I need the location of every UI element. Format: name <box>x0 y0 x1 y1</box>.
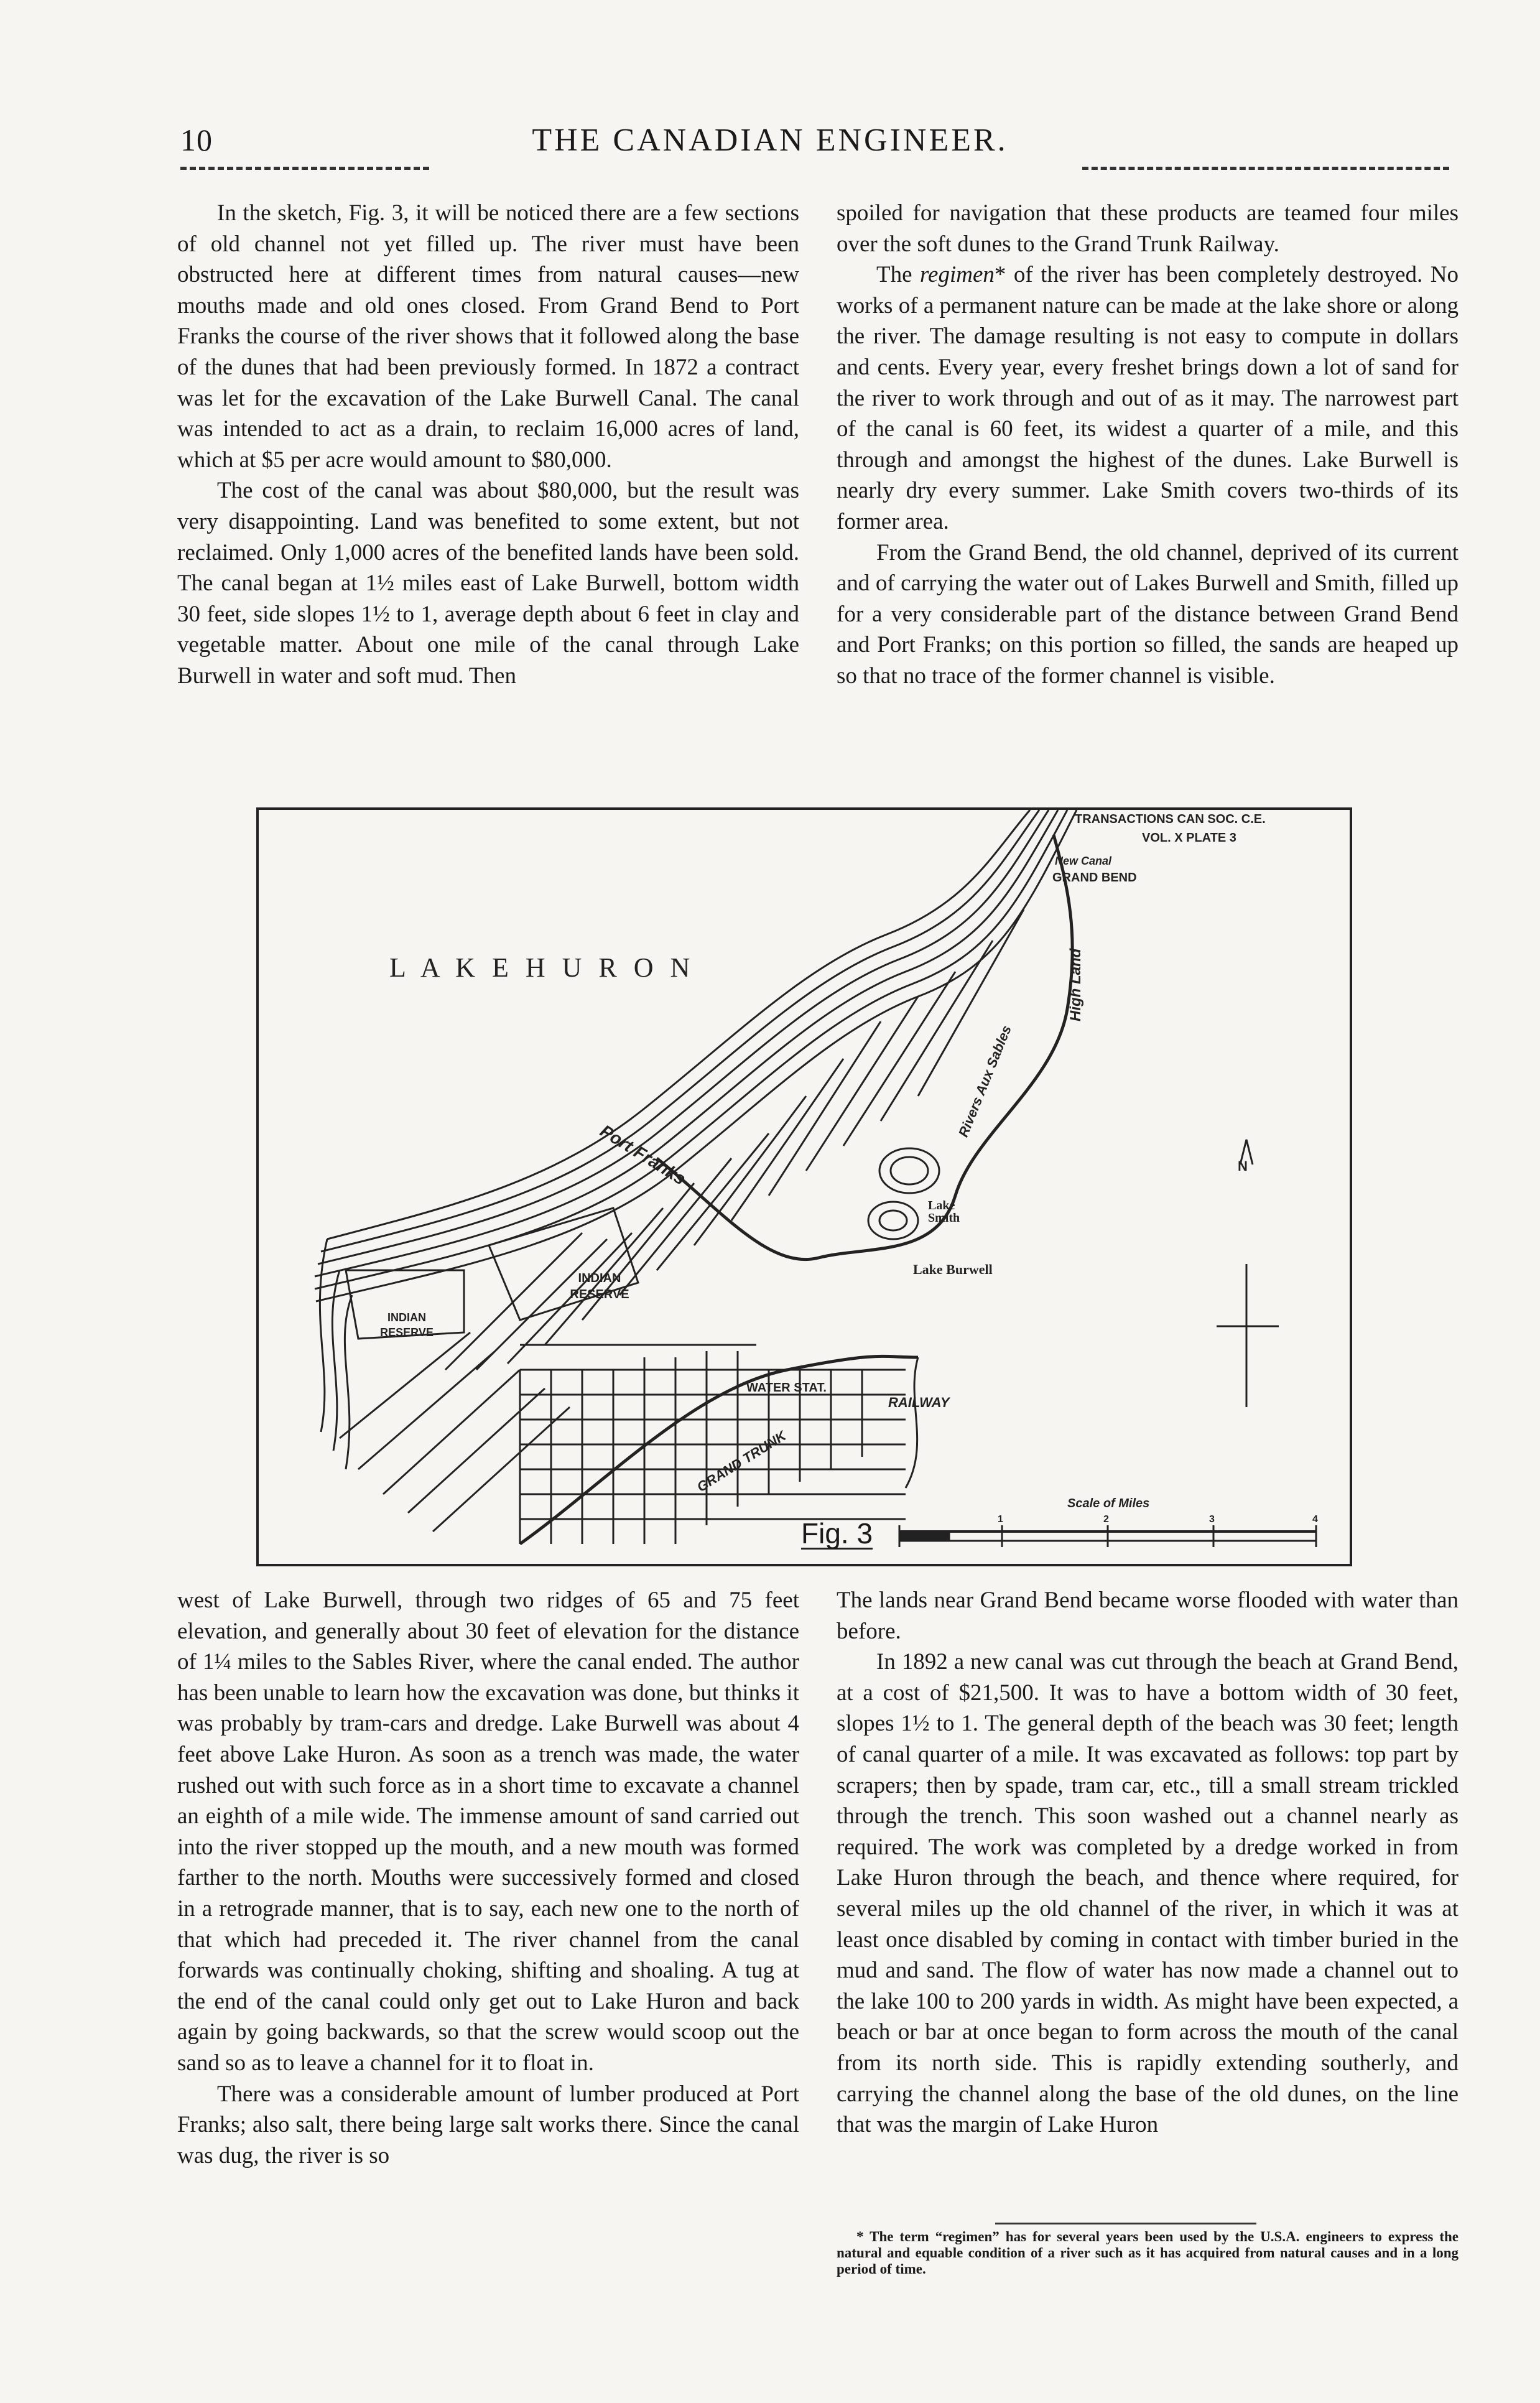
paragraph: In the sketch, Fig. 3, it will be noticed there are a few sections of old channel not yet filled up. The river must have been obstructed here at different times from natural causes—new mouths made and old ones closed. From Grand Bend to Port Franks the course of the river shows that it followed along the base of the dunes that had been previously formed. In 1872 a contract was let for the excavation of the Lake Burwell Canal. The canal was intended to act as a drain, to reclaim 16,000 acres of land, which at $5 per acre would amount to $80,000. <box>177 200 799 473</box>
footnote <box>837 2229 1459 2277</box>
lake-huron-label: L A K E H U R O N <box>389 952 695 983</box>
grand-bend-label: GRAND BEND <box>1052 871 1137 885</box>
header-rule-right <box>1082 167 1449 170</box>
column-bottom-left <box>177 1585 799 2171</box>
north-arrow-label: N <box>1238 1158 1248 1174</box>
footnote-text: * The term “regimen” has for several years been used by the U.S.A. engineers to express the natural and equable condition of a river such as it has acquired from natural causes and in a long period of time. <box>837 2229 1459 2277</box>
scale-tick-1: 1 <box>998 1514 1003 1525</box>
grand-trunk-label: GRAND TRUNK <box>694 1428 789 1495</box>
rivers-aux-sables-label: Rivers Aux Sables <box>955 1023 1014 1140</box>
page-number: 10 <box>180 123 213 157</box>
paragraph: From the Grand Bend, the old channel, deprived of its current and of carrying the water out of Lakes Burwell and Smith, filled up for a very considerable part of the distance between Grand Bend and Port Franks; on this portion so filled, the sands are heaped up so that no trace of the former channel is visible. <box>837 539 1459 689</box>
paragraph: There was a considerable amount of lumber produced at Port Franks; also salt, there being large salt works there. Since the canal was dug, the river is so <box>177 2081 799 2168</box>
water-station-label: WATER STAT. <box>746 1381 827 1395</box>
paragraph: The cost of the canal was about $80,000, but the result was very disappointing. Land was benefited to some extent, but not reclaimed. Only 1,000 acres of the benefited lands have been sold. The canal began at 1½ miles east of Lake Burwell, bottom width 30 feet, side slopes 1½ to 1, average depth about 6 feet in clay and vegetable matter. About one mile of the canal through Lake Burwell in water and soft mud. Then <box>177 478 799 689</box>
column-top-left <box>177 198 799 692</box>
text-span: The <box>876 262 921 288</box>
scale-tick-2: 2 <box>1103 1514 1109 1525</box>
scale-tick-3: 3 <box>1209 1514 1215 1525</box>
plate-line-1: TRANSACTIONS CAN SOC. C.E. <box>1075 812 1266 826</box>
lake-burwell-label: Lake Burwell <box>913 1262 993 1277</box>
scale-tick-4: 4 <box>1312 1514 1318 1525</box>
map-drawing <box>259 810 1350 1564</box>
paragraph: In 1892 a new canal was cut through the beach at Grand Bend, at a cost of $21,500. It was to have a bottom width of 30 feet, slopes 1½ to 1. The general depth of the beach was 30 feet; length of canal quarter of a mile. It was excavated as follows: top part by scrapers; then by spade, tram car, etc., till a small stream trickled through the trench. This soon washed out a channel nearly as required. The work was completed by a dredge worked in from Lake Huron through the beach, and thence where required, for several miles up the old channel of the river, in which it was at least once disabled by coming in contact with timber buried in the mud and sand. The flow of water has now made a channel out to the lake 100 to 200 yards in width. As might have been expected, a beach or bar at once began to form across the mouth of the canal from its north side. This is rapidly extending southerly, and carrying the channel along the base of the old dunes, on the line that was the margin of Lake Huron <box>837 1649 1459 2138</box>
figure-caption: Fig. 3 <box>801 1517 873 1550</box>
paragraph-regimen <box>837 259 1459 537</box>
header-rule-left <box>180 167 429 170</box>
railway-label: RAILWAY <box>888 1395 950 1410</box>
footnote-rule <box>995 2223 1256 2224</box>
paragraph: west of Lake Burwell, through two ridges of 65 and 75 feet elevation, and generally about 30 feet of elevation for the distance of 1¼ miles to the Sables River, where the canal ended. The author has been unable to learn how the excavation was done, but thinks it was probably by tram-cars and dredge. Lake Burwell was about 4 feet above Lake Huron. As soon as a trench was made, the water rushed out with such force as in a short time to excavate a channel an eighth of a mile wide. The immense amount of sand carried out into the river stopped up the mouth, and a new mouth was formed farther to the north. Mouths were successively formed and closed in a retrograde manner, that is to say, each new one to the north of that which had preceded it. The river channel from the canal forwards was continually choking, shifting and shoaling. A tug at the end of the canal could only get out to Lake Huron and back again by going backwards, so that the screw would scoop out the sand so as to leave a channel for it to float in. <box>177 1587 799 2076</box>
new-canal-label: New Canal <box>1055 855 1112 867</box>
paragraph: spoiled for navigation that these products are teamed four miles over the soft dunes to the Grand Trunk Railway. <box>837 200 1459 257</box>
map-figure <box>256 807 1352 1566</box>
indian-reserve-label-west: INDIAN RESERVE <box>380 1311 434 1339</box>
paragraph: The lands near Grand Bend became worse flooded with water than before. <box>837 1587 1459 1644</box>
indian-reserve-label-east: INDIAN RESERVE <box>570 1271 629 1301</box>
italic-term: regimen <box>920 262 995 288</box>
scale-label: Scale of Miles <box>1067 1497 1150 1510</box>
plate-line-2: VOL. X PLATE 3 <box>1142 831 1236 845</box>
high-land-label: High Land <box>1067 948 1084 1021</box>
column-top-right <box>837 198 1459 692</box>
column-bottom-right <box>837 1585 1459 2140</box>
lake-smith-label: Lake Smith <box>928 1199 960 1225</box>
running-head: THE CANADIAN ENGINEER. <box>532 123 1008 158</box>
text-span: * of the river has been completely destroyed. No works of a permanent nature can be made at the lake shore or along the river. The damage resulting is not easy to compute in dollars and cents. Every year, every freshet brings down a lot of sand for the river to work through and out of as it may. The narrowest part of the canal is 60 feet, its widest a quarter of a mile, and this through and amongst the highest of the dunes. Lake Burwell is nearly dry every summer. Lake Smith covers two-thirds of its former area. <box>837 262 1459 534</box>
port-franks-label: Port Franks <box>596 1121 689 1189</box>
